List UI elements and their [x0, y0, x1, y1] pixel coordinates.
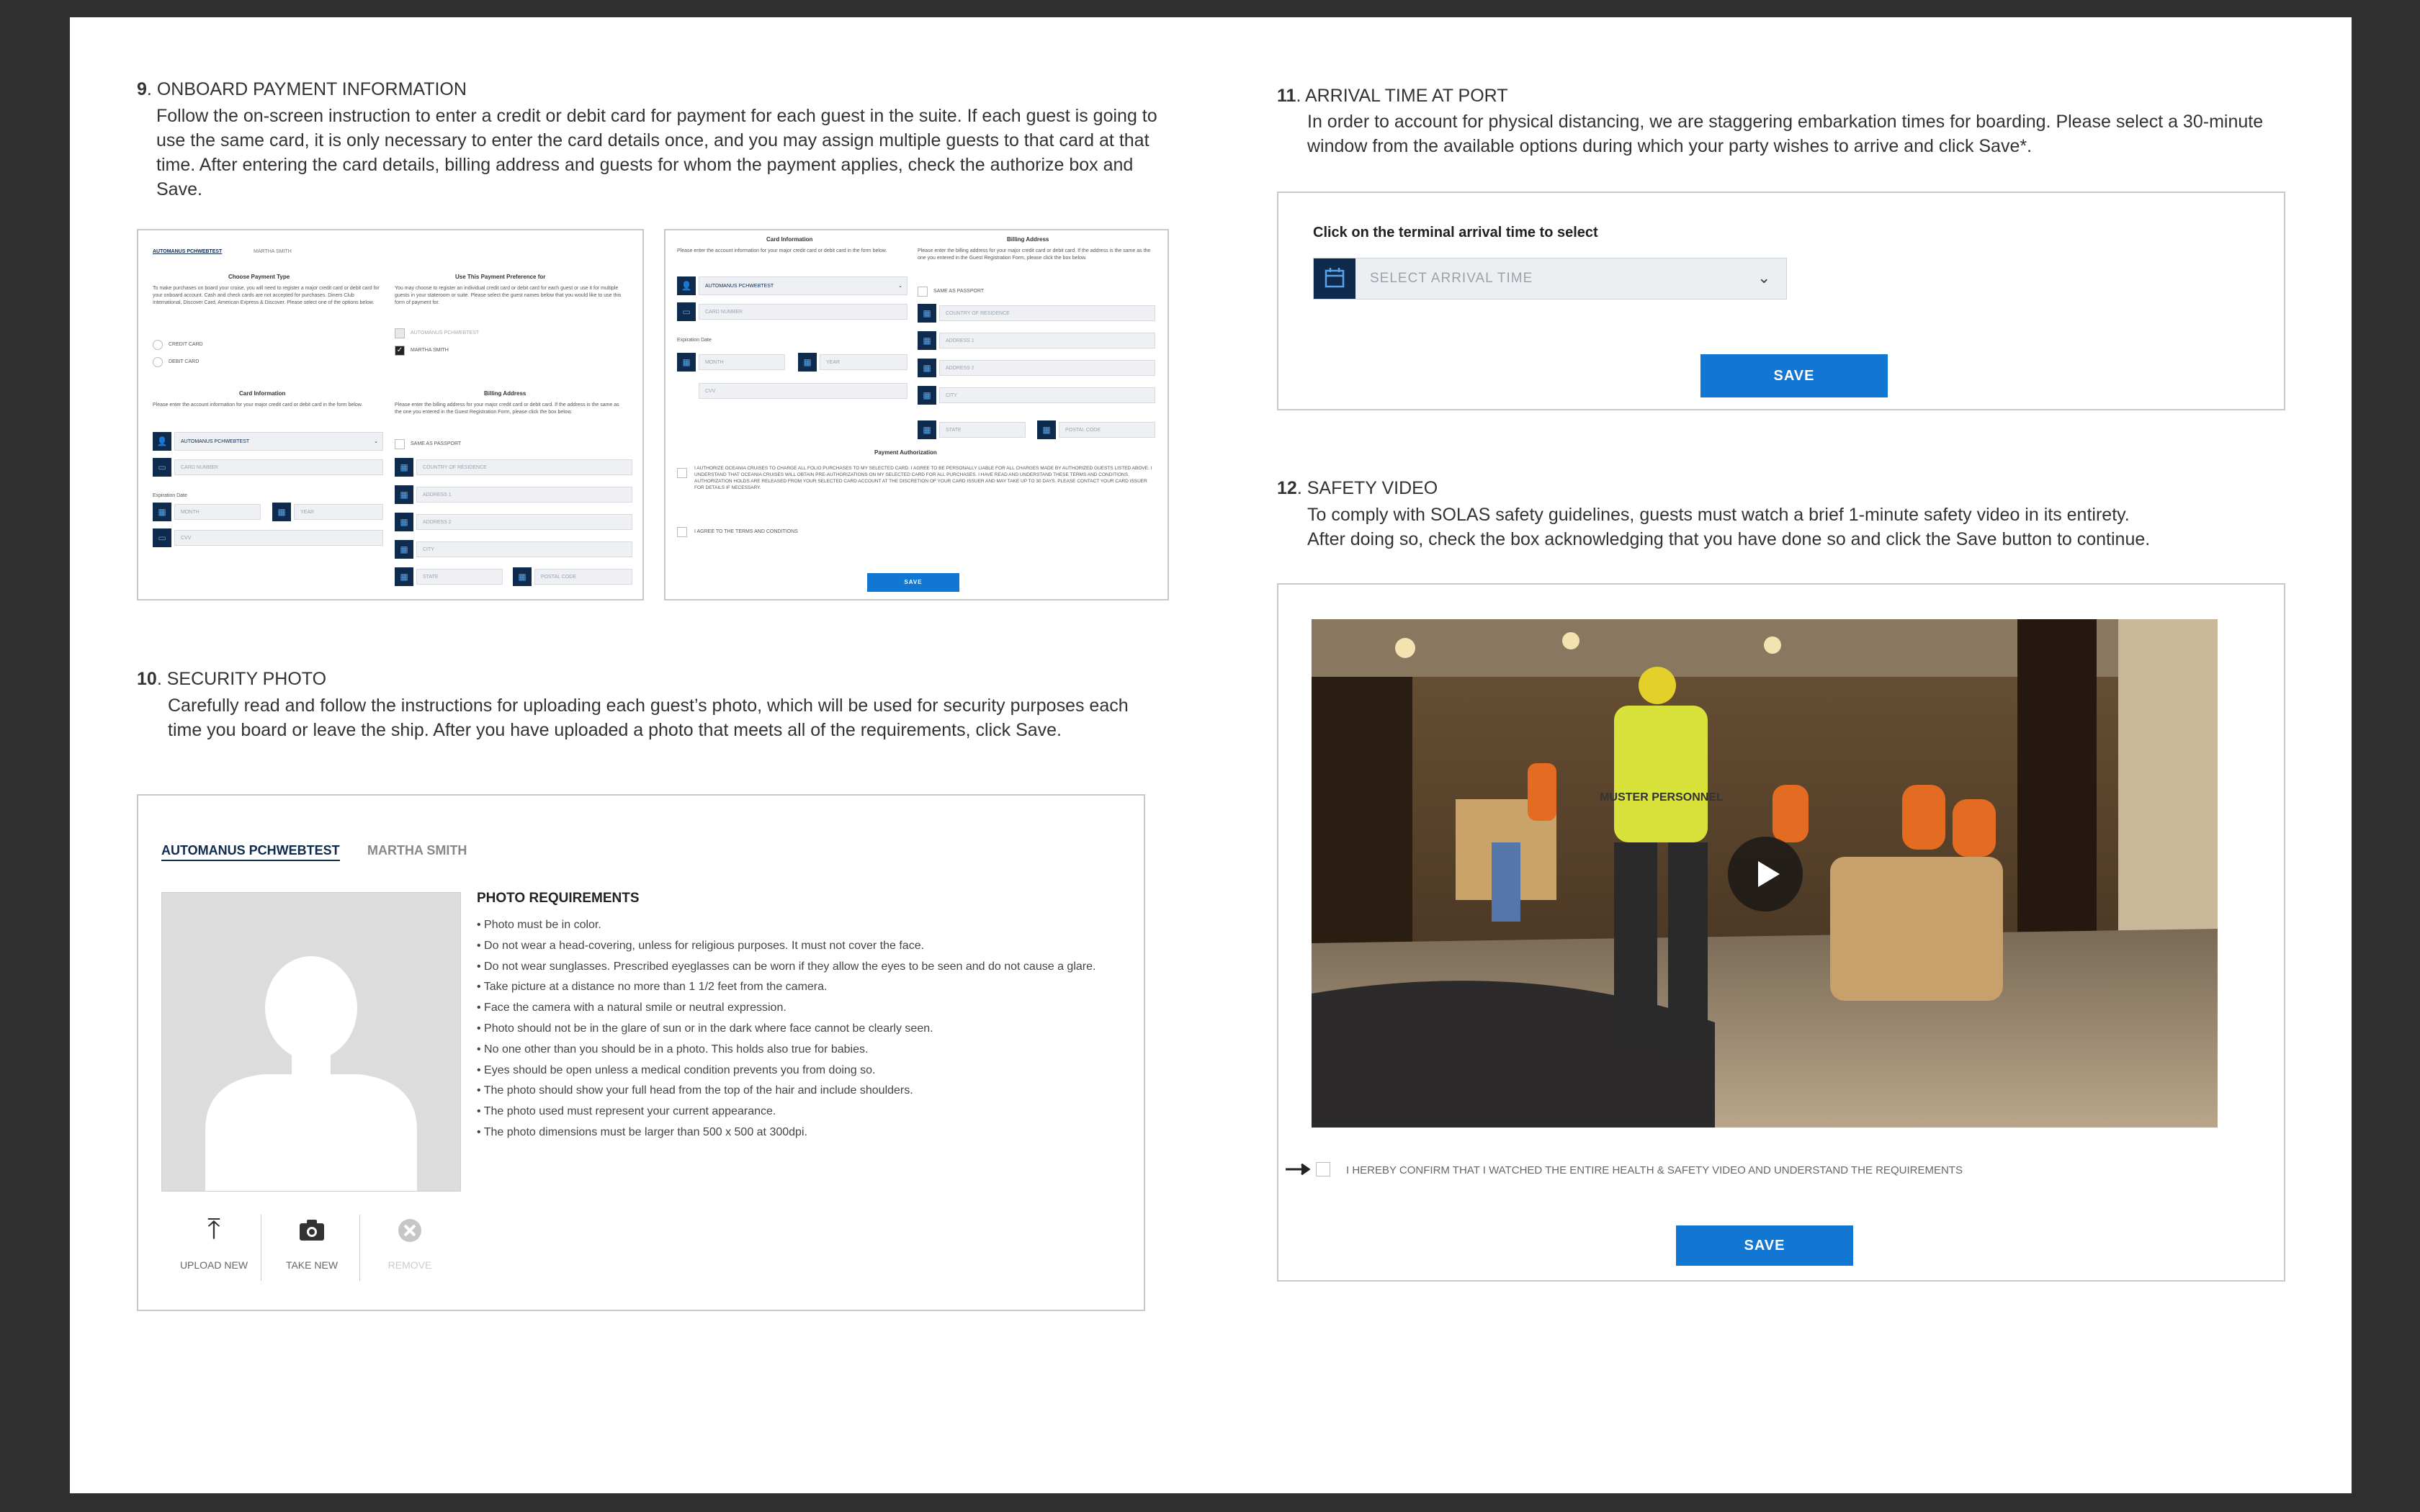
state-input[interactable]: STATE — [416, 569, 503, 585]
same-passport-label: SAME AS PASSPORT — [411, 441, 462, 446]
arrival-time-select[interactable] — [1313, 258, 1787, 300]
use-text: You may choose to register an individual credit card or debit card for each guest or use it for multiple guests in your stateroom or suite. Please select the guest names below that you would like to use this form of payment for. — [395, 286, 622, 305]
city-icon: ▦ — [918, 386, 936, 405]
take-new-button[interactable] — [272, 1213, 351, 1285]
postal-input[interactable]: POSTAL CODE — [1059, 422, 1155, 438]
section-9-body: Follow the on-screen instruction to enter a credit or debit card for payment for each guest in the suite. If each guest is going to use the same card, it is only necessary to enter the card details once, and you may assign multiple guests to that card at that time. After entering the card details, billing address and guests for whom the payment applies, check the authorize box and Save. — [156, 106, 1157, 199]
billing-text: Please enter the billing address for your major credit card or debit card. If the address is the same as the one you entered in the Guest Registration Form, please click the box below. — [918, 248, 1151, 261]
card-info-text: Please enter the account information for your major credit card or debit card in the form below. — [677, 248, 887, 253]
section-10-body: Carefully read and follow the instructions for uploading each guest’s photo, which will be used for security purposes each time you board or leave the ship. After you have uploaded a photo that meets all of the requirements, click Save. — [168, 696, 1129, 740]
photo-placeholder — [161, 892, 461, 1192]
credit-label: CREDIT CARD — [169, 342, 203, 347]
city-input[interactable]: CITY — [939, 387, 1155, 403]
guest-tab-2[interactable]: MARTHA SMITH — [367, 843, 467, 858]
postal-input[interactable]: POSTAL CODE — [534, 569, 632, 585]
arrival-prompt: Click on the terminal arrival time to select — [1313, 225, 1598, 240]
card-number-icon: ▭ — [153, 458, 171, 477]
country-select[interactable]: COUNTRY OF RESIDENCE — [939, 305, 1155, 321]
vest-text: MUSTER PERSONNEL — [1600, 791, 1724, 804]
play-icon — [1728, 837, 1803, 912]
guest-1-checkbox[interactable] — [395, 328, 405, 338]
card-number-input[interactable]: CARD NUMBER — [699, 304, 908, 320]
debit-radio[interactable] — [153, 357, 163, 367]
address1-input[interactable]: ADDRESS 1 — [939, 333, 1155, 348]
state-icon: ▦ — [918, 420, 936, 439]
close-icon — [395, 1213, 424, 1245]
postal-icon: ▦ — [513, 567, 532, 586]
card-number-input[interactable]: CARD NUMBER — [174, 459, 383, 475]
country-icon: ▦ — [395, 458, 413, 477]
section-12-body-2: After doing so, check the box acknowledging that you have done so and click the Save button to continue. — [1307, 529, 2151, 549]
requirement-item: • Take picture at a distance no more than 1 1/2 feet from the camera. — [477, 981, 828, 994]
remove-button[interactable] — [370, 1213, 449, 1285]
save-button[interactable]: SAVE — [1700, 354, 1888, 397]
photo-requirements-list — [477, 915, 1111, 1143]
debit-label: DEBIT CARD — [169, 359, 200, 364]
credit-radio[interactable] — [153, 340, 163, 350]
divider — [359, 1215, 360, 1281]
address1-icon: ▦ — [395, 485, 413, 504]
arrow-right-icon — [1286, 1162, 1314, 1176]
address1-input[interactable]: ADDRESS 1 — [416, 487, 632, 503]
safety-video-player[interactable] — [1312, 619, 2218, 1128]
address2-input[interactable]: ADDRESS 2 — [416, 514, 632, 530]
state-icon: ▦ — [395, 567, 413, 586]
month-icon: ▦ — [153, 503, 171, 521]
arrival-time-panel — [1277, 192, 2285, 410]
city-icon: ▦ — [395, 540, 413, 559]
requirement-item: • The photo used must represent your current appearance. — [477, 1105, 776, 1118]
guest-1-label: AUTOMANUS PCHWEBTEST — [411, 330, 480, 336]
authorize-checkbox[interactable] — [677, 468, 687, 478]
take-label: TAKE NEW — [285, 1259, 339, 1271]
requirement-item: • The photo should show your full head from the top of the hair and include shoulders. — [477, 1084, 913, 1097]
country-select[interactable]: COUNTRY OF RESIDENCE — [416, 459, 632, 475]
card-info-title: Card Information — [239, 390, 286, 397]
calendar-icon — [1314, 258, 1355, 299]
year-select[interactable]: YEAR — [294, 504, 383, 520]
use-title: Use This Payment Preference for — [455, 274, 546, 280]
exp-label: Expiration Date — [153, 493, 187, 498]
save-button[interactable]: SAVE — [867, 573, 959, 592]
card-holder-select[interactable]: AUTOMANUS PCHWEBTEST ⌄ — [174, 432, 383, 451]
security-photo-panel — [137, 794, 1145, 1311]
auth-text: I AUTHORIZE OCEANIA CRUISES TO CHARGE ALL FOLIO PURCHASES TO MY SELECTED CARD. I AGREE TO BE PERSONALLY LIABLE FOR ALL CHARGES MADE BY AUTHORIZED GUESTS LISTED ABOVE. I UNDERSTAND THAT OCEANIA CRUISES WILL OBTAIN PRE-AUTHORIZATIONS ON MY SELECTED CARD FOR ALL PURCHASES. I HAVE READ AND UNDERSTAND THESE TERMS AND CONDITIONS. AUTHORIZATION HOLDS ARE RELEASED FROM YOUR SELECTED CARD ACCOUNT AT THE DISCRETION OF YOUR CARD ISSUER AND MAY TAKE UP TO 30 DAYS. PLEASE CONTACT YOUR CARD ISSUER FOR DETAILS IF NECESSARY. — [694, 466, 1152, 490]
card-info-title: Card Information — [766, 236, 813, 243]
arrival-select-placeholder: SELECT ARRIVAL TIME — [1370, 271, 1533, 286]
confirm-checkbox[interactable] — [1316, 1162, 1330, 1176]
billing-text: Please enter the billing address for your major credit card or debit card. If the address is the same as the one you entered in the Guest Registration Form, please click the box below. — [395, 402, 619, 415]
month-select[interactable]: MONTH — [699, 354, 785, 370]
guest-2-checkbox[interactable]: ✓ — [395, 346, 405, 356]
save-button[interactable]: SAVE — [1676, 1225, 1853, 1266]
requirement-item: • Face the camera with a natural smile or neutral expression. — [477, 1002, 786, 1014]
payment-screenshot-right — [664, 229, 1169, 600]
year-select[interactable]: YEAR — [820, 354, 908, 370]
same-passport-label: SAME AS PASSPORT — [933, 289, 985, 294]
billing-title: Billing Address — [1007, 236, 1049, 243]
requirement-item: • The photo dimensions must be larger than 500 x 500 at 300dpi. — [477, 1125, 807, 1138]
section-10-title: 10. SECURITY PHOTO — [137, 669, 327, 689]
section-12-title: 12. SAFETY VIDEO — [1277, 478, 1438, 498]
address1-icon: ▦ — [918, 331, 936, 350]
postal-icon: ▦ — [1037, 420, 1056, 439]
upload-new-button[interactable] — [174, 1213, 254, 1285]
section-9-title: 9. ONBOARD PAYMENT INFORMATION — [137, 79, 467, 99]
safety-video-panel — [1277, 583, 2285, 1282]
cvv-input[interactable]: CVV — [174, 530, 383, 546]
address2-input[interactable]: ADDRESS 2 — [939, 360, 1155, 376]
month-icon: ▦ — [677, 353, 696, 372]
card-holder-select[interactable]: AUTOMANUS PCHWEBTEST ⌄ — [699, 276, 908, 295]
requirement-item: • No one other than you should be in a photo. This holds also true for babies. — [477, 1043, 869, 1056]
confirm-label: I HEREBY CONFIRM THAT I WATCHED THE ENTIRE HEALTH & SAFETY VIDEO AND UNDERSTAND THE REQUIREMENTS — [1346, 1164, 1963, 1176]
requirement-item: • Do not wear a head-covering, unless for religious purposes. It must not cover the face. — [477, 939, 925, 952]
section-12-body-1: To comply with SOLAS safety guidelines, guests must watch a brief 1-minute safety video in its entirety. — [1307, 505, 2130, 525]
same-passport-checkbox[interactable] — [918, 287, 928, 297]
year-icon: ▦ — [798, 353, 817, 372]
card-holder-icon: 👤 — [677, 276, 696, 295]
section-11-body: In order to account for physical distancing, we are staggering embarkation times for boarding. Please select a 30-minute window from the available options during which your party wishes to arrive and click Save*. — [1307, 112, 2264, 156]
choose-title: Choose Payment Type — [228, 274, 290, 280]
requirement-item: • Photo should not be in the glare of sun or in the dark where face cannot be clearly seen. — [477, 1022, 933, 1035]
guest-tab-2[interactable]: MARTHA SMITH — [254, 249, 292, 254]
remove-label: REMOVE — [387, 1259, 432, 1271]
requirement-item: • Eyes should be open unless a medical condition prevents you from doing so. — [477, 1063, 876, 1076]
person-silhouette-icon — [162, 893, 460, 1191]
guest-tab-1[interactable]: AUTOMANUS PCHWEBTEST — [153, 249, 223, 254]
card-number-icon: ▭ — [677, 302, 696, 321]
payment-screenshot-left — [137, 229, 644, 600]
card-holder-icon: 👤 — [153, 432, 171, 451]
agree-label: I AGREE TO THE TERMS AND CONDITIONS — [694, 529, 798, 534]
guest-tab-1[interactable]: AUTOMANUS PCHWEBTEST — [161, 843, 340, 861]
same-passport-checkbox[interactable] — [395, 439, 405, 449]
address2-icon: ▦ — [395, 513, 413, 531]
upload-label: UPLOAD NEW — [179, 1259, 248, 1271]
billing-title: Billing Address — [484, 390, 526, 397]
section-11-title: 11. ARRIVAL TIME AT PORT — [1277, 86, 1508, 106]
auth-title: Payment Authorization — [874, 449, 937, 456]
card-info-text: Please enter the account information for your major credit card or debit card in the form below. — [153, 402, 363, 408]
photo-requirements-title: PHOTO REQUIREMENTS — [477, 891, 640, 906]
city-input[interactable]: CITY — [416, 541, 632, 557]
address2-icon: ▦ — [918, 359, 936, 377]
guest-2-label: MARTHA SMITH — [411, 348, 449, 353]
chevron-down-icon: ⌄ — [1757, 269, 1771, 287]
cvv-icon: ▭ — [153, 528, 171, 547]
month-select[interactable]: MONTH — [174, 504, 261, 520]
requirement-item: • Do not wear sunglasses. Prescribed eyeglasses can be worn if they allow the eyes to be seen and do not cause a glare. — [477, 960, 1096, 973]
page — [70, 17, 2352, 1493]
state-input[interactable]: STATE — [939, 422, 1026, 438]
country-icon: ▦ — [918, 304, 936, 323]
camera-icon — [297, 1213, 326, 1245]
agree-checkbox[interactable] — [677, 527, 687, 537]
choose-text: To make purchases on board your cruise, you will need to register a major credit card or debit card for your onboard account. Cash and check cards are not accepted for purchases. Diners Club International, Discover Card, American Express & Discover. Please select one of the options below. — [153, 286, 380, 305]
upload-icon: ⤒ — [207, 1213, 220, 1245]
year-icon: ▦ — [272, 503, 291, 521]
requirement-item: • Photo must be in color. — [477, 919, 601, 931]
cvv-input[interactable]: CVV — [699, 383, 908, 399]
play-button[interactable] — [1728, 837, 1803, 912]
exp-label: Expiration Date — [677, 338, 712, 343]
